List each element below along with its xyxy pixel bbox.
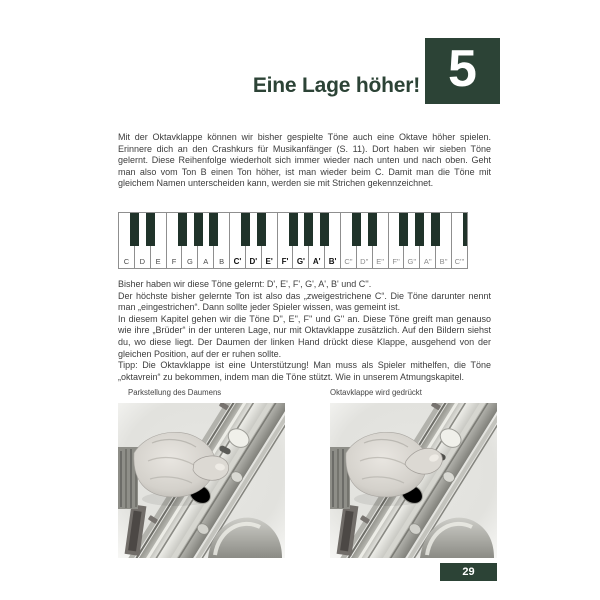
body-text — [118, 279, 491, 383]
white-key: F' — [278, 213, 294, 268]
black-key — [194, 213, 203, 246]
black-key — [415, 213, 424, 246]
black-key — [304, 213, 313, 246]
body-paragraph: In diesem Kapitel gehen wir die Töne D'', E'', F'' und G'' an. Diese Töne greift man genauso wie ihre „Brüder“ in der unteren Lage, nur mit Oktavklappe zusätzlich. Auf den Bildern siehst du, wo diese liegt. Der Daumen der linken Hand drückt diese Klappe, ausgehend von der gleichen Position, auf der er ruhen sollte. — [118, 313, 491, 359]
white-key: C''' — [452, 213, 467, 268]
white-key: D' — [246, 213, 262, 268]
chapter-number-badge — [425, 38, 500, 104]
page-number: 29 — [462, 566, 475, 578]
black-key — [146, 213, 155, 246]
black-key — [257, 213, 266, 246]
black-key — [320, 213, 329, 246]
black-key — [463, 213, 469, 246]
chapter-number: 5 — [448, 40, 477, 98]
white-key: A'' — [420, 213, 436, 268]
white-key: A — [198, 213, 214, 268]
white-key: B — [214, 213, 230, 268]
white-key: B'' — [436, 213, 452, 268]
white-key: C'' — [341, 213, 357, 268]
white-key: G' — [293, 213, 309, 268]
white-key: F'' — [389, 213, 405, 268]
intro-paragraph: Mit der Oktavklappe können wir bisher gespielte Töne auch eine Oktave höher spielen. Erinnere dich an den Crashkurs für Musikanfänger (S. 11). Dort haben wir sieben Töne gelernt. Diese Reihenfolge wiederholt sich immer wieder nach unten und nach oben. Geht man also vom Ton B einen Ton höher, ist man wieder beim C. Damit man die Töne mit gleichem Namen unterscheiden kann, werden sie mit Strichen gekennzeichnet. — [118, 132, 491, 189]
black-key — [368, 213, 377, 246]
white-key: D — [135, 213, 151, 268]
white-key: D'' — [357, 213, 373, 268]
black-key — [209, 213, 218, 246]
black-key — [352, 213, 361, 246]
white-key: G'' — [404, 213, 420, 268]
body-paragraph: Bisher haben wir diese Töne gelernt: D', E', F', G', A', B' und C''. — [118, 279, 372, 289]
white-key: C — [119, 213, 135, 268]
black-key — [289, 213, 298, 246]
black-key — [399, 213, 408, 246]
white-key: C' — [230, 213, 246, 268]
piano-keyboard-diagram — [118, 212, 468, 269]
page-title: Eine Lage höher! — [252, 74, 420, 97]
photo-caption-octave-pressed: Oktavklappe wird gedrückt — [330, 388, 422, 397]
photo-thumb-park-position — [118, 403, 285, 558]
page-number-badge — [440, 563, 497, 581]
white-key: B' — [325, 213, 341, 268]
white-key: F — [167, 213, 183, 268]
black-key — [431, 213, 440, 246]
white-key: E' — [262, 213, 278, 268]
body-paragraph: Tipp: Die Oktavklappe ist eine Unterstützung! Man muss als Spieler mithelfen, die Töne „oktavrein“ zu bekommen, indem man die Töne stützt. Wie in unserem Atmungskapitel. — [118, 360, 491, 382]
black-key — [130, 213, 139, 246]
white-key: G — [182, 213, 198, 268]
white-key: E'' — [373, 213, 389, 268]
photo-caption-thumb-park: Parkstellung des Daumens — [128, 388, 222, 397]
body-paragraph: Der höchste bisher gelernte Ton ist also das „zweigestrichene C“. Die Töne darunter nennt man „eingestrichen“. Dann sollte jeder Spieler wissen, was gemeint ist. — [118, 290, 491, 313]
white-key: E — [151, 213, 167, 268]
photo-octave-key-pressed — [330, 403, 497, 558]
black-key — [241, 213, 250, 246]
white-key: A' — [309, 213, 325, 268]
black-key — [178, 213, 187, 246]
